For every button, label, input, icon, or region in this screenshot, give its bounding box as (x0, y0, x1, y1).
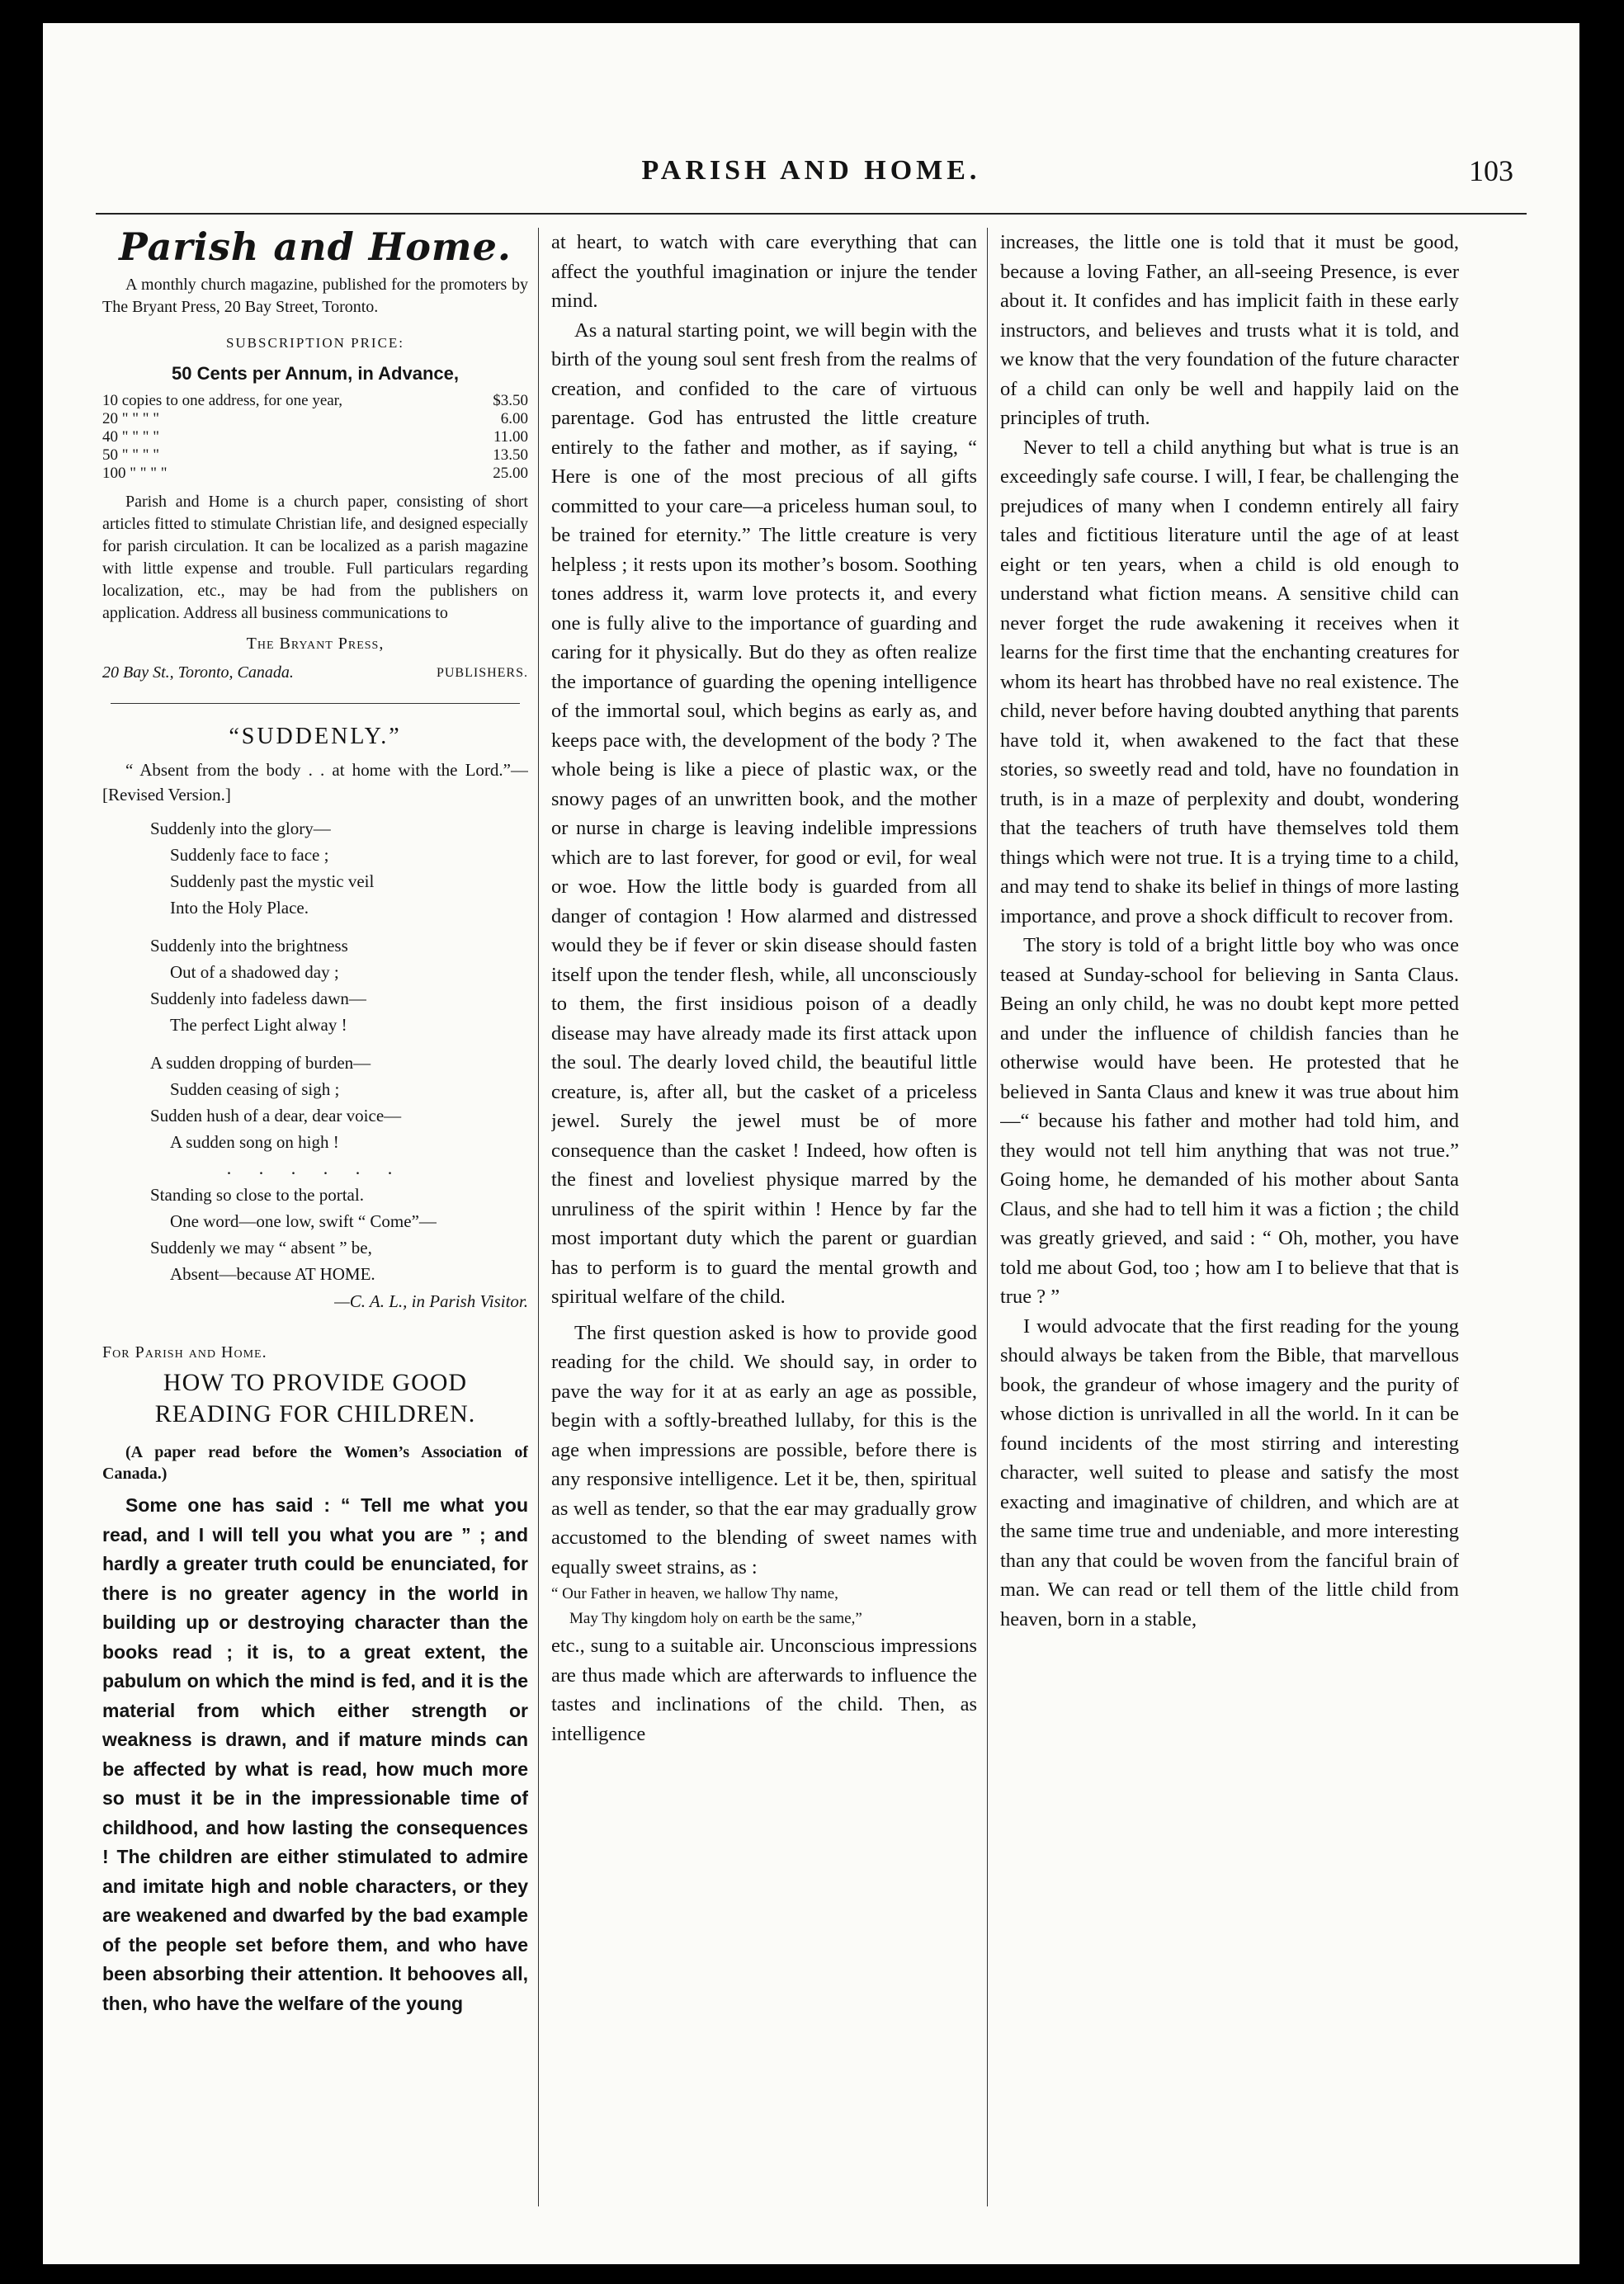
rates-table (102, 392, 528, 483)
poem-line: One word—one low, swift “ Come”— (170, 1211, 437, 1231)
section-divider (111, 703, 520, 704)
poem-line: Into the Holy Place. (170, 898, 309, 918)
quote-line: May Thy kingdom holy on earth be the same,” (569, 1610, 862, 1627)
table-row (102, 410, 528, 428)
rate-price: $3.50 (493, 391, 528, 409)
poem-line: Sudden ceasing of sigh ; (170, 1079, 340, 1099)
article-note: (A paper read before the Women’s Association of Canada.) (102, 1443, 528, 1483)
rate-copies: 40 " " " " (102, 427, 160, 446)
article-paragraph: increases, the little one is told that it must be good, because a loving Father, an all-seeing Presence, is ever about it. It confides and has implicit faith in these early instructors, and believes and trusts what it is told, and we know that the very foundation of the future character of a child can only be well and happily laid on the principles of truth. (1000, 231, 1459, 429)
poem-line: Suddenly past the mystic veil (170, 871, 375, 891)
masthead-description: A monthly church magazine, published for the promoters by The Bryant Press, 20 Bay Street, Toronto. (102, 275, 528, 316)
poem-line: The perfect Light alway ! (170, 1015, 347, 1035)
column-2 (551, 228, 977, 2215)
masthead-title: Parish and Home. (119, 228, 512, 269)
subscription-heading: SUBSCRIPTION PRICE: (225, 334, 405, 351)
rate-price: 11.00 (493, 427, 528, 446)
publisher-role: PUBLISHERS. (436, 666, 528, 680)
rate-price: 25.00 (493, 464, 528, 482)
header-rule (96, 213, 1527, 215)
article-paragraph: The first question asked is how to provide good reading for the child. We should say, in order to pave the way for it at as early an age as possible, begin with a softly-breathed lullaby, for this is the age when impressions are possible, before there is any responsive intelligence. Let it be, then, spiritual as well as tender, so that the ear may gradually grow accustomed to the blending of sweet names with equally sweet strains, as : (551, 1321, 977, 1579)
poem-line: Suddenly face to face ; (170, 845, 329, 865)
poem-line: A sudden dropping of burden— (150, 1053, 371, 1073)
subscription-price: 50 Cents per Annum, in Advance, (171, 363, 459, 384)
article-paragraph: Some one has said : “ Tell me what you read, and I will tell you what you are ” ; and hardly a greater truth could be enunciated, for there is no greater agency in the world in building up or destroying character than the books read ; it is, to a great extent, the pabulum on which the mind is fed, and it is the material from which either strength or weakness is drawn, and if mature minds can be affected by what is read, how much more so must it be in the impressionable time of childhood, and how lasting the consequences ! The children are either stimulated to admire and imitate high and noble characters, or they are weakened and dwarfed by the bad example of the people set before them, and who have been absorbing their attention. It behooves all, then, who have the welfare of the young (102, 1494, 528, 2014)
article-paragraph: at heart, to watch with care everything that can affect the youthful imagination or injure the tender mind. (551, 231, 977, 312)
table-row (102, 428, 528, 446)
poem-line: Out of a shadowed day ; (170, 962, 339, 982)
masthead-notice: Parish and Home is a church paper, consisting of short articles fitted to stimulate Christian life, and designed especially for parish circulation. It can be localized as a parish magazine with little expense and trouble. Full particulars regarding localization, etc., may be had from the publishers on application. Address all business communications to (102, 492, 528, 622)
article-for-line: For Parish and Home. (102, 1343, 267, 1361)
poem-line: Standing so close to the portal. (150, 1185, 364, 1205)
poem-epigraph: “ Absent from the body . . at home with the Lord.”—[Revised Version.] (102, 760, 528, 805)
poem-line: Absent—because AT HOME. (170, 1264, 375, 1284)
running-title: PARISH AND HOME. (641, 155, 981, 186)
publisher-name: The Bryant Press, (246, 634, 385, 653)
poem-line: Suddenly into the brightness (150, 936, 348, 956)
table-row (102, 465, 528, 483)
newspaper-page (43, 23, 1579, 2264)
publisher-line (102, 658, 528, 688)
rate-copies: 20 " " " " (102, 409, 160, 427)
table-row (102, 392, 528, 410)
rate-copies: 50 " " " " (102, 446, 160, 464)
poem-line: Suddenly into the glory— (150, 819, 331, 838)
column-divider (987, 228, 988, 2206)
poem-line: Suddenly we may “ absent ” be, (150, 1238, 372, 1258)
column-3 (1000, 228, 1459, 2215)
page-number: 103 (1469, 154, 1513, 187)
poem-body (102, 815, 528, 1287)
rate-price: 6.00 (500, 409, 528, 427)
poem-title: “SUDDENLY.” (229, 723, 402, 749)
quote-line: “ Our Father in heaven, we hallow Thy name, (551, 1585, 838, 1602)
article-paragraph: etc., sung to a suitable air. Unconscious impressions are thus made which are afterwards to influence the tastes and inclinations of the child. Then, as intelligence (551, 1635, 977, 1745)
article-paragraph: The story is told of a bright little boy who was once teased at Sunday-school for believing in Santa Claus. Being an only child, he was no doubt kept more petted and under the influence of childish fancies than he otherwise would have been. He protested that he believed in Santa Claus and knew it was true about him—“ because his father and mother had told him, and they would not tell him anything that was not true.” Going home, he demanded of his mother about Santa Claus, and she had to tell him it was a fiction ; the child was greatly grieved, and said : “ Oh, mother, you have told me about God, too ; how am I to believe that that is true ? ” (1000, 934, 1459, 1308)
article-title: HOW TO PROVIDE GOOD READING FOR CHILDREN. (154, 1369, 476, 1428)
article-paragraph: As a natural starting point, we will begin with the birth of the young soul sent fresh from the realms of creation, and confided to the care of virtuous parentage. God has entrusted the little creature entirely to the father and mother, as if saying, “ Here is one of the most precious of all gifts committed to your care—a priceless human soul, to be trained for eternity.” The little creature is very helpless ; it rests upon its mother’s bosom. Soothing tones address it, warm love protects it, and every one is fully alive to the importance of guarding and caring for it physically. But do they as often realize the importance of guarding the opening intelligence of the immortal soul, which begins as early as, and keeps pace with, the development of the body ? The whole being is like a piece of plastic wax, or the snowy pages of an unwritten book, and the mother or nurse in charge is leaving indelible impressions which are to last forever, for good or evil, for weal or woe. How the little body is guarded from all danger of contagion ! How alarmed and distressed would they be if fever or skin disease should fasten itself upon the tender flesh, while, all unconsciously to them, the first insidious poison of a deadly disease may have already made its first attack upon the soul. The dearly loved child, the beautiful little creature, is, after all, but the casket of a priceless jewel. Surely the jewel must be of more consequence than the casket ! Indeed, how often is the finest and loveliest physique marred by the unruliness of the spirit within ! Hence by far the most important duty which the parent or guardian has to perform is to guard the mental growth and spiritual welfare of the child. (551, 319, 977, 1308)
column-divider (538, 228, 539, 2206)
poem-line: A sudden song on high ! (170, 1132, 339, 1152)
article-paragraph: I would advocate that the first reading for the young should always be taken from the Bible, that marvellous book, the grandeur of whose imagery and the purity of whose diction is unrivalled in all the world. In it can be found incidents of the most stirring and interesting character, well suited to please and satisfy the most exacting and imaginative of children, and which are at the same time true and undeniable, and more interesting than any that could be woven from the fanciful brain of man. We can read or tell them of the little child from heaven, born in a stable, (1000, 1314, 1459, 1630)
article-paragraph: Never to tell a child anything but what is true is an exceedingly safe course. I will, I fear, be challenging the prejudices of many when I condemn entirely all fairy tales and fictitious literature until the age of at least eight or ten years, when a child is old enough to understand what fiction means. A sensitive child can never forget the rude awakening it receives when it learns for the first time that the enchanting creatures for whom its heart has throbbed have no real existence. The child, never before having doubted anything that parents have told it, when awakened to the fact that these stories, so sweetly read and told, have no foundation in truth, is in a maze of perplexity and doubt, wondering that the teachers of truth have themselves told them things which were not true. It is a trying time to a child, and may tend to shake its belief in things of more lasting importance, and prove a shock difficult to recover from. (1000, 436, 1459, 927)
poem-dots: . . . . . . (226, 1158, 404, 1178)
rate-copies: 10 copies to one address, for one year, (102, 391, 343, 409)
column-1 (102, 228, 528, 2215)
poem-line: Suddenly into fadeless dawn— (150, 989, 366, 1008)
rate-price: 13.50 (493, 446, 528, 464)
poem-line: Sudden hush of a dear, dear voice— (150, 1106, 402, 1125)
poem-attribution: —C. A. L., in Parish Visitor. (334, 1291, 528, 1311)
page-header (43, 155, 1579, 213)
rate-copies: 100 " " " " (102, 464, 168, 482)
publisher-address: 20 Bay St., Toronto, Canada. (102, 663, 294, 682)
table-row (102, 446, 528, 465)
